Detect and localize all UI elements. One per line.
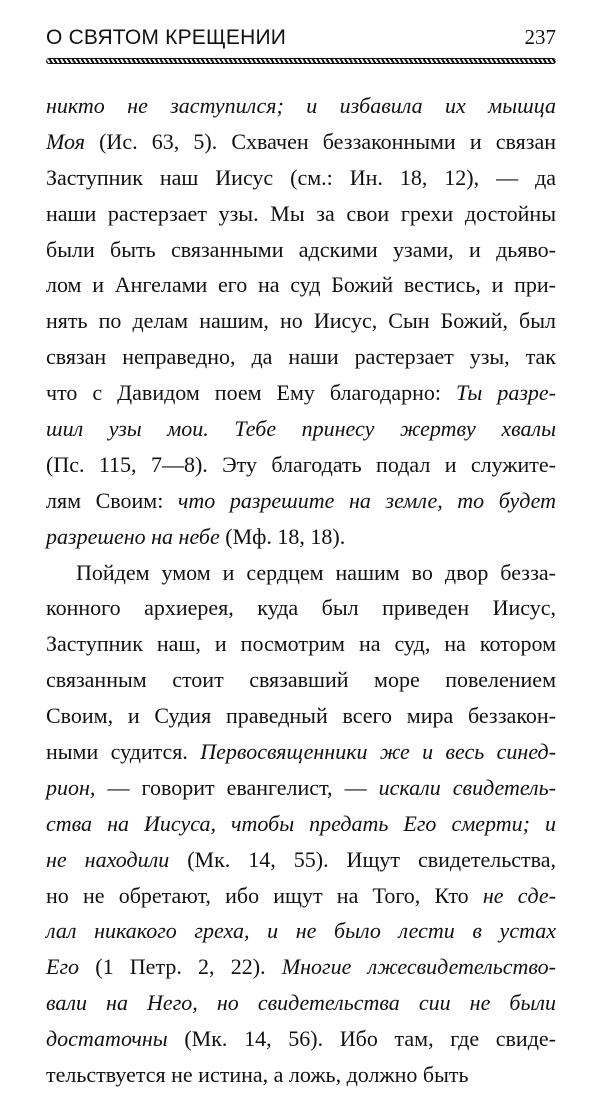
- italic-quote: никто не заступился; и избавила их мышца: [46, 93, 556, 118]
- italic-quote: не находили: [46, 846, 170, 872]
- italic-quote: шил узы мои. Тебе принесу жертву хвалы: [46, 416, 556, 442]
- text-run: нять по делам нашим, но Иисус, Сын Божий, был: [46, 308, 556, 334]
- text-run: (Мк. 14, 55). Ищут свидетельства,: [169, 846, 556, 872]
- text-line: [46, 734, 556, 770]
- italic-quote: Многие лжесвидетельство-: [281, 954, 556, 980]
- text-run: — говорит евангелист, —: [95, 774, 379, 800]
- italic-quote: вали на Него, но свидетельства сии не были: [46, 990, 556, 1016]
- text-line: [46, 375, 556, 411]
- text-run: лям Своим:: [46, 487, 178, 513]
- italic-quote: Первосвященники же и весь синед-: [200, 739, 556, 765]
- running-title: О СВЯТОМ КРЕЩЕНИИ: [46, 26, 287, 49]
- text-run: Заступник наш Иисус (см.: Ин. 18, 12), — да: [46, 164, 556, 190]
- text-line: [46, 411, 556, 447]
- italic-quote: Ты разре-: [455, 380, 557, 406]
- italic-quote: достаточны: [46, 1026, 168, 1052]
- text-line: [46, 124, 556, 160]
- text-run: ными судится.: [46, 739, 201, 765]
- text-run: связан неправедно, да наши растерзает узы, так: [46, 344, 556, 370]
- text-run: лом и Ангелами его на суд Божий вестись, и при-: [46, 272, 556, 298]
- paragraph: [46, 88, 556, 555]
- text-line: [46, 88, 556, 124]
- italic-quote: Его: [46, 954, 80, 980]
- text-line: [46, 913, 556, 949]
- text-line: [46, 806, 556, 842]
- text-line: [46, 303, 556, 339]
- rope-divider: [46, 58, 556, 64]
- italic-quote: лал никакого греха, и не было лести в устах: [46, 918, 556, 944]
- text-line: [46, 590, 556, 626]
- text-line: [46, 842, 556, 878]
- text-run: но не обретают, ибо ищут на Того, Кто: [46, 882, 483, 908]
- text-run: (Мф. 18, 18).: [219, 523, 346, 549]
- text-run: (Мк. 14, 56). Ибо там, где свиде-: [167, 1026, 556, 1052]
- text-run: Пойдем умом и сердцем нашим во двор безза-: [76, 559, 556, 585]
- italic-quote: Моя: [46, 128, 85, 154]
- text-run: (Пс. 115, 7—8). Эту благодать подал и служите-: [46, 451, 556, 477]
- text-line: [46, 196, 556, 232]
- text-line: [46, 626, 556, 662]
- italic-quote: что разрешите на земле, то будет: [177, 487, 556, 513]
- running-header: [46, 22, 556, 50]
- text-run: наши растерзает узы. Мы за свои грехи достойны: [46, 200, 556, 226]
- text-run: были быть связанными адскими узами, и дьяво-: [46, 236, 556, 262]
- italic-quote: не сде-: [482, 882, 556, 908]
- text-line: [46, 160, 556, 196]
- paragraph: [46, 555, 556, 1093]
- text-line: [46, 770, 556, 806]
- text-line: [46, 1021, 556, 1057]
- text-run: (Ис. 63, 5). Схвачен беззаконными и связан: [84, 128, 556, 154]
- text-line: [46, 339, 556, 375]
- text-line: [46, 949, 556, 985]
- text-line: [46, 555, 556, 591]
- text-line: [46, 698, 556, 734]
- text-line: [46, 519, 556, 555]
- text-line: [46, 267, 556, 303]
- text-line: [46, 1057, 556, 1093]
- text-run: Заступник наш, и посмотрим на суд, на котором: [46, 631, 556, 657]
- text-run: что с Давидом поем Ему благодарно:: [46, 380, 456, 406]
- body-text: [46, 88, 556, 1093]
- text-line: [46, 232, 556, 268]
- text-line: [46, 662, 556, 698]
- text-line: [46, 447, 556, 483]
- italic-quote: рион,: [46, 774, 96, 800]
- text-line: [46, 483, 556, 519]
- italic-quote: искали свидетель-: [378, 774, 556, 800]
- page-number: 237: [524, 25, 556, 49]
- text-run: Своим, и Судия праведный всего мира беззакон-: [46, 703, 556, 729]
- text-run: тельствуется не истина, а ложь, должно быть: [46, 1062, 469, 1088]
- text-line: [46, 878, 556, 914]
- italic-quote: ства на Иисуса, чтобы предать Его смерти; и: [46, 810, 556, 836]
- text-run: конного архиерея, куда был приведен Иисус,: [46, 595, 556, 621]
- text-run: (1 Петр. 2, 22).: [79, 954, 282, 980]
- text-line: [46, 985, 556, 1021]
- italic-quote: разрешено на небе: [46, 523, 220, 549]
- text-run: связанным стоит связавший море повелением: [46, 667, 556, 693]
